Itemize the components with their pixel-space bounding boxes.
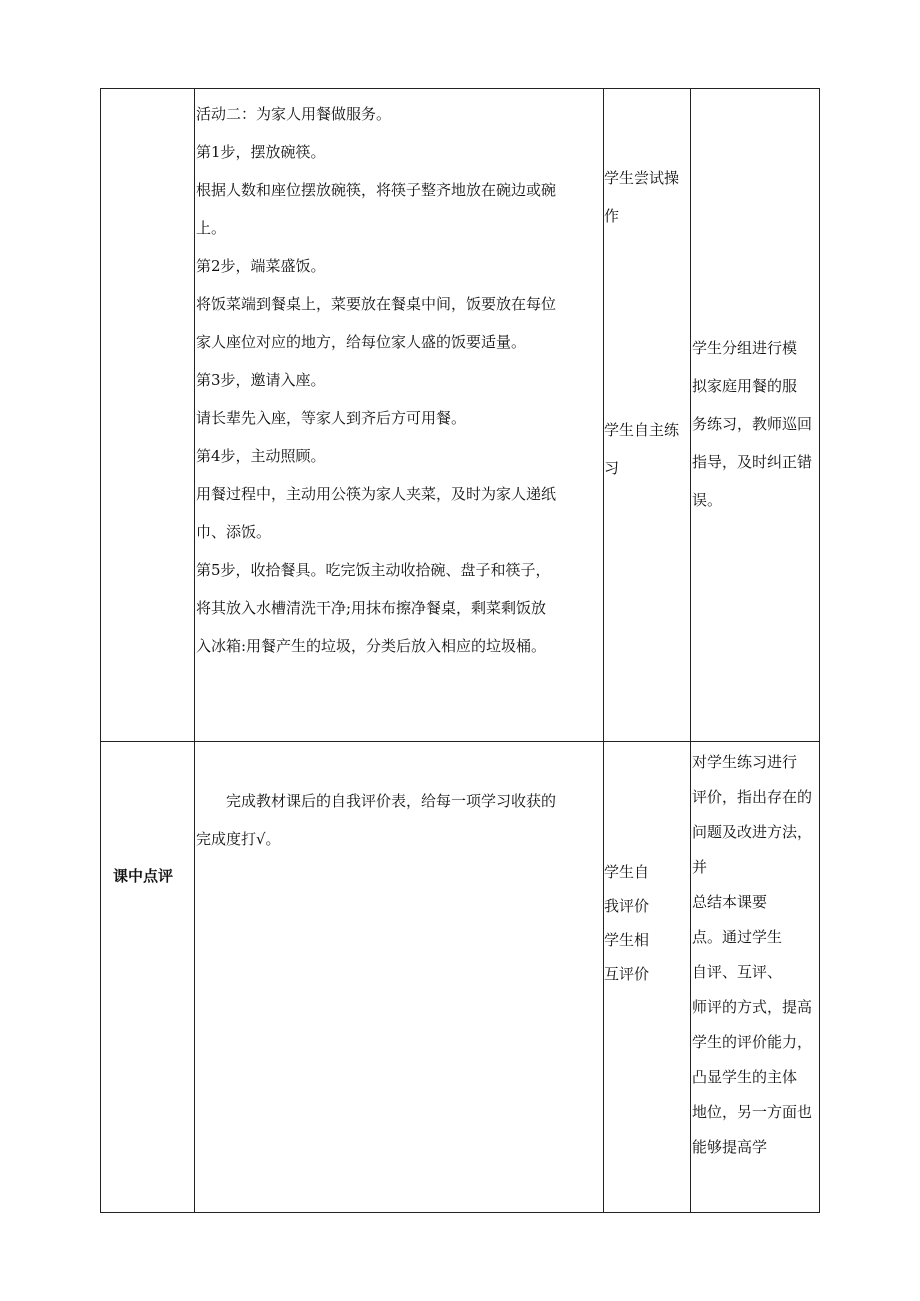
intent-line: 能够提高学 bbox=[692, 1138, 768, 1156]
intent-line: 凸显学生的主体 bbox=[692, 1068, 798, 1086]
student-line: 我评价 bbox=[604, 897, 650, 915]
row2-design-intent bbox=[692, 745, 820, 1165]
intent-line: 地位，另一方面也 bbox=[692, 1103, 813, 1121]
content-line: 将其放入水槽清洗干净;用抹布擦净餐桌，剩菜剩饭放 bbox=[196, 599, 547, 617]
content-line: 活动二：为家人用餐做服务。 bbox=[196, 105, 392, 123]
content-line: 第5步，收拾餐具。吃完饭主动收拾碗、盘子和筷子， bbox=[196, 561, 551, 579]
content-line: 第1步，摆放碗筷。 bbox=[196, 143, 326, 161]
student-line: 学生自主练 bbox=[604, 421, 680, 439]
content-line: 用餐过程中，主动用公筷为家人夹菜，及时为家人递纸 bbox=[196, 485, 557, 503]
intent-line: 指导，及时纠正错 bbox=[692, 453, 813, 471]
lesson-plan-table bbox=[100, 88, 820, 1213]
content-line: 完成教材课后的自我评价表，给每一项学习收获的 bbox=[226, 792, 557, 810]
intent-line: 评价，指出存在的 bbox=[692, 788, 813, 806]
content-line: 第4步，主动照顾。 bbox=[196, 447, 326, 465]
row1-student-activity-b bbox=[604, 411, 690, 487]
intent-line: 自评、互评、 bbox=[692, 963, 783, 981]
row2-content bbox=[196, 782, 601, 858]
student-line: 学生相 bbox=[604, 931, 650, 949]
intent-line: 总结本课要 bbox=[692, 893, 768, 911]
content-line: 第2步，端菜盛饭。 bbox=[196, 257, 326, 275]
content-line: 第3步，邀请入座。 bbox=[196, 371, 326, 389]
row-divider bbox=[101, 741, 819, 742]
row1-content bbox=[196, 95, 601, 665]
student-line: 习 bbox=[604, 459, 620, 477]
student-line: 作 bbox=[604, 207, 620, 225]
content-line: 根据人数和座位摆放碗筷，将筷子整齐地放在碗边或碗 bbox=[196, 181, 557, 199]
intent-line: 问题及改进方法， bbox=[692, 823, 813, 841]
intent-line: 师评的方式，提高 bbox=[692, 998, 813, 1016]
intent-line: 学生的评价能力， bbox=[692, 1033, 813, 1051]
intent-line: 误。 bbox=[692, 491, 723, 509]
student-line: 学生尝试操 bbox=[604, 169, 680, 187]
content-line: 请长辈先入座，等家人到齐后方可用餐。 bbox=[196, 409, 467, 427]
student-line: 学生自 bbox=[604, 863, 650, 881]
row1-design-intent bbox=[692, 329, 820, 519]
row2-student-activity bbox=[604, 855, 690, 991]
content-line: 完成度打√。 bbox=[196, 830, 281, 848]
intent-line: 并 bbox=[692, 858, 708, 876]
content-line: 家人座位对应的地方，给每位家人盛的饭要适量。 bbox=[196, 333, 527, 351]
column-divider bbox=[603, 89, 604, 1212]
column-divider bbox=[194, 89, 195, 1212]
intent-line: 拟家庭用餐的服 bbox=[692, 377, 798, 395]
content-line: 巾、添饭。 bbox=[196, 523, 272, 541]
intent-line: 学生分组进行模 bbox=[692, 339, 798, 357]
content-line: 入冰箱:用餐产生的垃圾，分类后放入相应的垃圾桶。 bbox=[196, 637, 547, 655]
column-divider bbox=[690, 89, 691, 1212]
student-line: 互评价 bbox=[604, 965, 650, 983]
intent-line: 点。通过学生 bbox=[692, 928, 783, 946]
intent-line: 对学生练习进行 bbox=[692, 753, 798, 771]
row2-label: 课中点评 bbox=[113, 867, 174, 885]
content-line: 将饭菜端到餐桌上，菜要放在餐桌中间，饭要放在每位 bbox=[196, 295, 557, 313]
content-line: 上。 bbox=[196, 219, 227, 237]
row1-student-activity-a bbox=[604, 159, 690, 235]
intent-line: 务练习，教师巡回 bbox=[692, 415, 813, 433]
